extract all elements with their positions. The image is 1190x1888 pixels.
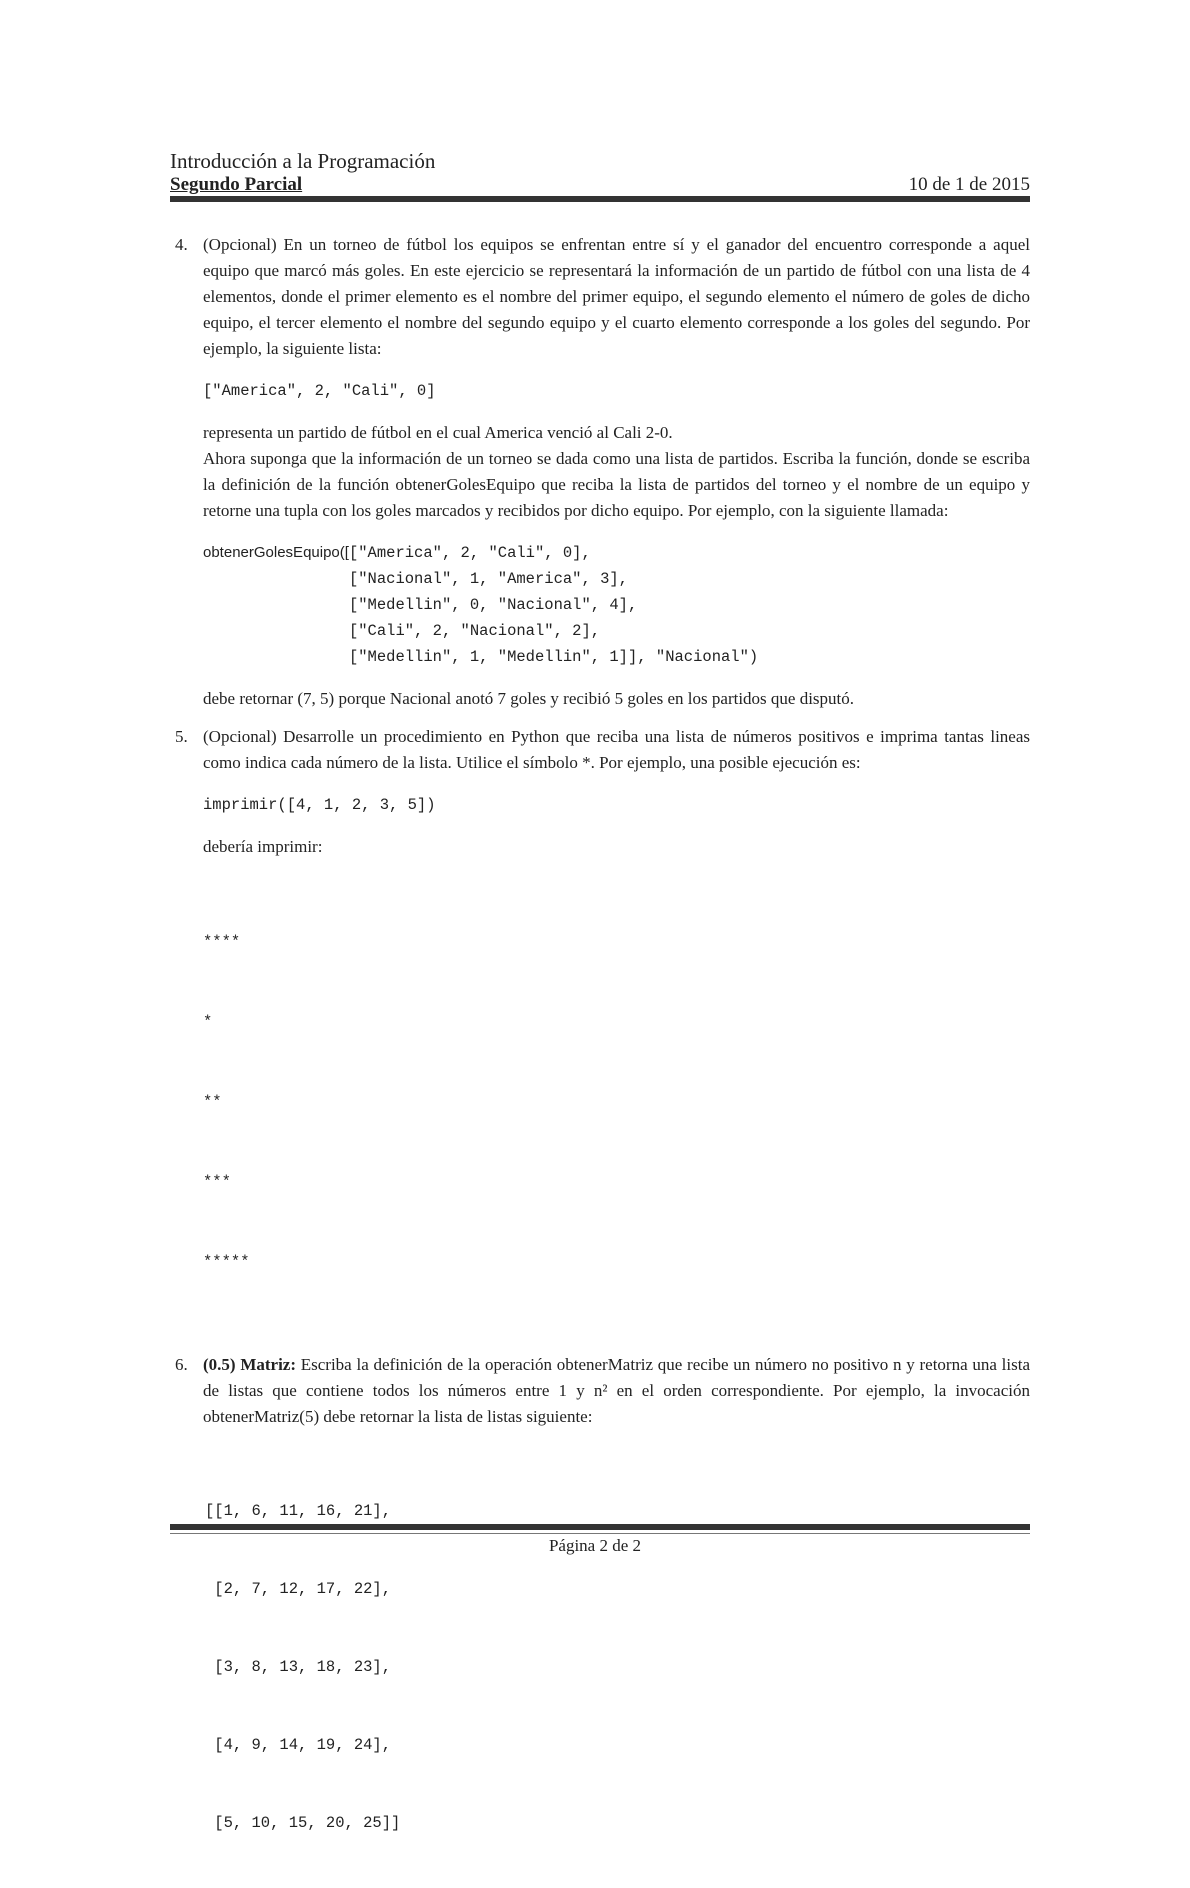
exercise-4-meaning: representa un partido de fútbol en el cual America venció al Cali 2-0. (203, 423, 673, 442)
header-rule (170, 196, 1030, 202)
exercise-4-task: Ahora suponga que la información de un torneo se dada como una lista de partidos. Escriba la función, donde se escriba la definición de la función obtenerGolesEquipo que reciba la lista de partidos del torneo y el nombre de un equipo y retorne una tupla con los goles marcados y recibidos por dicho equipo. Por ejemplo, con la siguiente llamada: (203, 449, 1030, 520)
exam-subtitle: Segundo Parcial (170, 174, 303, 195)
call-row: ["Nacional", 1, "America", 3], (348, 570, 628, 588)
call-row: ["America", 2, "Cali", 0], (348, 544, 591, 562)
exercise-number: 6. (175, 1355, 188, 1374)
output-line: ** (203, 1093, 222, 1111)
call-row: ["Medellin", 0, "Nacional", 4], (348, 596, 638, 614)
matrix-row: [5, 10, 15, 20, 25]] (205, 1814, 401, 1832)
call-arguments (349, 540, 758, 670)
page-number: Página 2 de 2 (548, 1536, 642, 1555)
exercise-number: 4. (175, 235, 188, 254)
call-row: ["Cali", 2, "Nacional", 2], (348, 622, 601, 640)
exercise-6-text: Escriba la definición de la operación obtenerMatriz que recibe un número no positivo n y retorna una lista de listas que contiene todos los números entre 1 y n² en el orden correspondiente. Por ejemplo, la invocación obtenerMatriz(5) debe retornar la lista de listas siguiente: (203, 1355, 1030, 1426)
call-row: ["Medellin", 1, "Medellin", 1]], "Nacional") (348, 648, 759, 666)
exam-date: 10 de 1 de 2015 (908, 174, 1030, 195)
matrix-row: [3, 8, 13, 18, 23], (205, 1658, 392, 1676)
matrix-row: [2, 7, 12, 17, 22], (205, 1580, 392, 1598)
matrix-row: [[1, 6, 11, 16, 21], (205, 1502, 392, 1520)
course-title: Introducción a la Programación (170, 149, 436, 173)
matrix-row: [4, 9, 14, 19, 24], (205, 1736, 392, 1754)
exercise-4-result: debe retornar (7, 5) porque Nacional anotó 7 goles y recibió 5 goles en los partidos que disputó. (203, 689, 855, 708)
exercise-5-call: imprimir([4, 1, 2, 3, 5]) (203, 796, 436, 814)
exercise-6 (175, 1352, 1030, 1888)
exercise-4-example: ["America", 2, "Cali", 0] (203, 382, 436, 400)
footer-rule-thin (170, 1533, 1030, 1534)
page-header (170, 148, 1030, 196)
page-content (175, 232, 1030, 1888)
exercise-6-label: (0.5) Matriz: (203, 1355, 296, 1374)
exercise-4-intro: (Opcional) En un torneo de fútbol los equipos se enfrentan entre sí y el ganador del encuentro corresponde a aquel equipo que marcó más goles. En este ejercicio se representará la información de un partido de fútbol con una lista de 4 elementos, donde el primer elemento es el nombre del primer equipo, el segundo elemento el número de goles de dicho equipo, el tercer elemento el nombre del segundo equipo y el cuarto elemento corresponde a los goles del segundo. Por ejemplo, la siguiente lista: (203, 235, 1030, 358)
exercise-5 (175, 724, 1030, 1328)
exercise-4 (175, 232, 1030, 712)
header-line (170, 174, 1030, 196)
exercise-6-matrix (203, 1446, 1030, 1888)
output-line: * (203, 1013, 213, 1031)
exercise-6-intro (203, 1352, 1030, 1430)
exercise-4-call (203, 540, 1030, 670)
footer-rule (170, 1524, 1030, 1530)
output-line: ***** (203, 1253, 250, 1271)
output-line: **** (203, 933, 241, 951)
exercise-number: 5. (175, 727, 188, 746)
exercise-5-intro: (Opcional) Desarrolle un procedimiento en Python que reciba una lista de números positivos e imprima tantas lineas como indica cada número de la lista. Utilice el símbolo *. Por ejemplo, una posible ejecución es: (203, 727, 1030, 772)
exercise-5-output (203, 876, 1030, 1328)
call-function-name: obtenerGolesEquipo([ (203, 544, 349, 561)
output-line: *** (203, 1173, 231, 1191)
exercise-5-shows: debería imprimir: (203, 837, 323, 856)
